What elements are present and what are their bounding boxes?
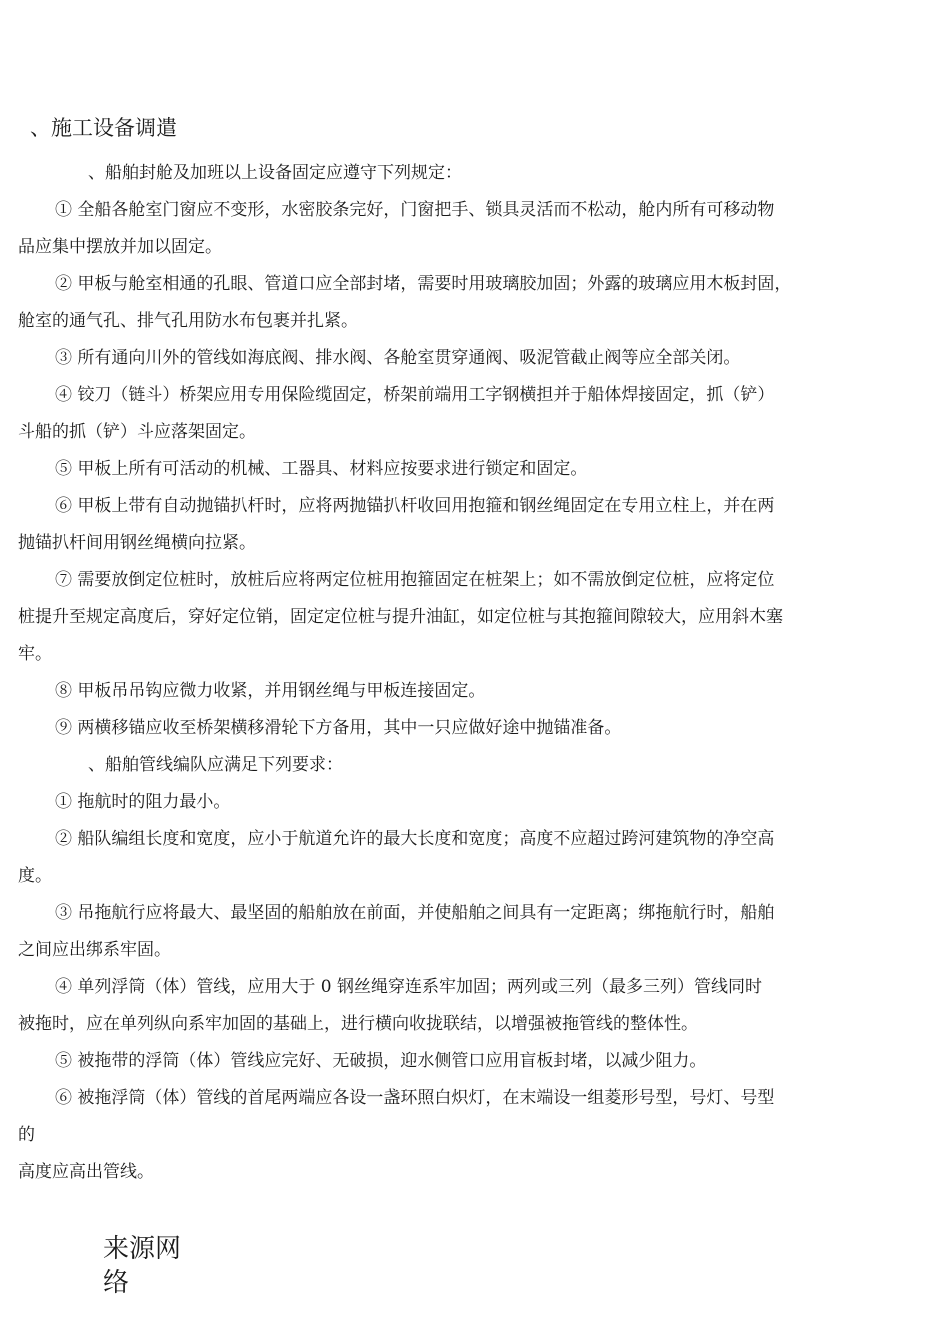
paragraph-line: ② 船队编组长度和宽度，应小于航道允许的最大长度和宽度；高度不应超过跨河建筑物的净空高 — [55, 829, 775, 849]
section-heading: 、施工设备调遣 — [30, 116, 177, 140]
paragraph-line: 高度应高出管线。 — [18, 1162, 154, 1182]
paragraph-line: 度。 — [18, 866, 52, 886]
paragraph-line: 之间应出绑系牢固。 — [18, 940, 171, 960]
paragraph-line: ⑨ 两横移锚应收至桥架横移滑轮下方备用，其中一只应做好途中抛锚准备。 — [55, 718, 622, 738]
paragraph-line: ② 甲板与舱室相通的孔眼、管道口应全部封堵，需要时用玻璃胶加固；外露的玻璃应用木板封固， — [55, 274, 792, 294]
paragraph-line: 舱室的通气孔、排气孔用防水布包裹并扎紧。 — [18, 311, 358, 331]
paragraph-line: 被拖时，应在单列纵向系牢加固的基础上，进行横向收拢联结，以增强被拖管线的整体性。 — [18, 1014, 698, 1034]
paragraph-line: 斗船的抓（铲）斗应落架固定。 — [18, 422, 256, 442]
paragraph-line: 桩提升至规定高度后，穿好定位销，固定定位桩与提升油缸，如定位桩与其抱箍间隙较大，应用斜木塞 — [18, 607, 783, 627]
source-note: 来源网络 — [103, 1234, 182, 1298]
paragraph-line: ① 拖航时的阻力最小。 — [55, 792, 231, 812]
section2-intro: 、船舶管线编队应满足下列要求： — [88, 755, 343, 775]
paragraph-line: 的 — [18, 1125, 35, 1145]
paragraph-line: ① 全船各舱室门窗应不变形，水密胶条完好，门窗把手、锁具灵活而不松动，舱内所有可移动物 — [55, 200, 775, 220]
paragraph-line: 品应集中摆放并加以固定。 — [18, 237, 222, 257]
paragraph-line: 牢。 — [18, 644, 52, 664]
paragraph-line: ④ 单列浮筒（体）管线，应用大于 0 钢丝绳穿连系牢加固；两列或三列（最多三列）管线同时 — [55, 977, 763, 997]
paragraph-line: ③ 所有通向川外的管线如海底阀、排水阀、各舱室贯穿通阀、吸泥管截止阀等应全部关闭。 — [55, 348, 741, 368]
paragraph-line: ③ 吊拖航行应将最大、最坚固的船舶放在前面，并使船舶之间具有一定距离；绑拖航行时，船舶 — [55, 903, 775, 923]
section1-intro: 、船舶封舱及加班以上设备固定应遵守下列规定： — [88, 163, 462, 183]
paragraph-line: ⑤ 被拖带的浮筒（体）管线应完好、无破损，迎水侧管口应用盲板封堵，以减少阻力。 — [55, 1051, 707, 1071]
paragraph-line: ⑧ 甲板吊吊钩应微力收紧，并用钢丝绳与甲板连接固定。 — [55, 681, 486, 701]
paragraph-line: ④ 铰刀（链斗）桥架应用专用保险缆固定，桥架前端用工字钢横担并于船体焊接固定，抓（铲） — [55, 385, 775, 405]
paragraph-line: ⑤ 甲板上所有可活动的机械、工器具、材料应按要求进行锁定和固定。 — [55, 459, 588, 479]
paragraph-line: ⑥ 被拖浮筒（体）管线的首尾两端应各设一盏环照白炽灯，在末端设一组菱形号型，号灯、号型 — [55, 1088, 775, 1108]
paragraph-line: ⑦ 需要放倒定位桩时，放桩后应将两定位桩用抱箍固定在桩架上；如不需放倒定位桩，应将定位 — [55, 570, 775, 590]
paragraph-line: 抛锚扒杆间用钢丝绳横向拉紧。 — [18, 533, 256, 553]
paragraph-line: ⑥ 甲板上带有自动抛锚扒杆时，应将两抛锚扒杆收回用抱箍和钢丝绳固定在专用立柱上，并在两 — [55, 496, 775, 516]
